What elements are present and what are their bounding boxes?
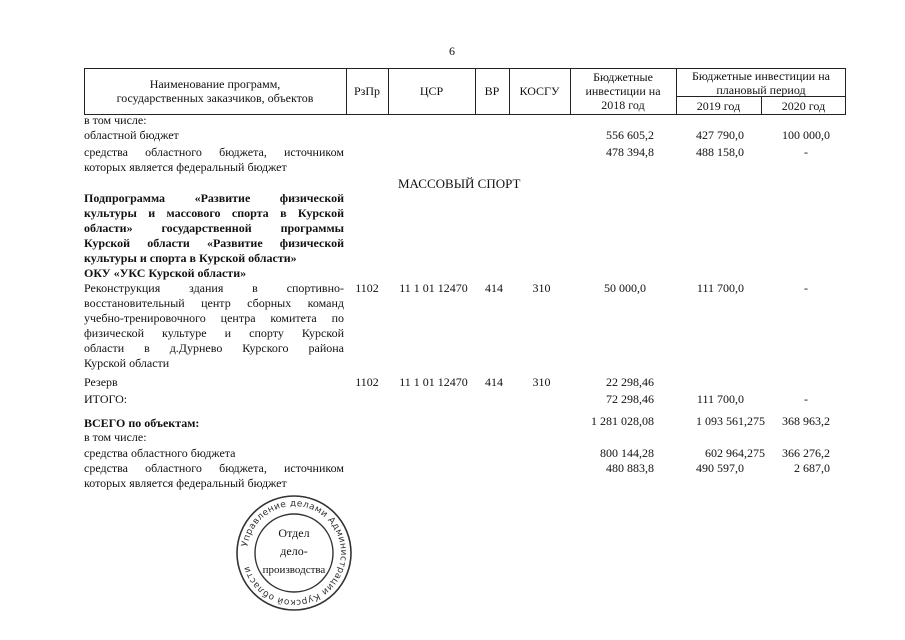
header-planned-period: Бюджетные инвестиции на плановый период xyxy=(692,69,830,97)
header-csr: ЦСР xyxy=(419,84,444,98)
reconstruction-2019: 111 700,0 xyxy=(696,281,744,295)
regional-2020: 100 000,0 xyxy=(782,128,830,142)
stamp-line: Отдел xyxy=(278,526,310,540)
reserve-vr: 414 xyxy=(485,375,503,389)
label-incl: в том числе: xyxy=(84,113,147,127)
total-incl: в том числе: xyxy=(84,430,147,444)
stamp-line: производства xyxy=(262,564,326,576)
object-name-line: Курской области xyxy=(84,356,170,370)
total-federal-2018: 480 883,8 xyxy=(606,461,654,475)
header-name: Наименование программ, государственных заказчиков, объектов xyxy=(116,77,314,105)
subprogram-line: Курской области «Развитие физической xyxy=(84,236,344,250)
total-federal-label-2: которых является федеральный бюджет xyxy=(84,476,287,490)
subprogram-line: культуры и массового спорта в Курской xyxy=(84,206,344,220)
stamp-line: дело- xyxy=(280,544,308,558)
subprogram-line: культуры и спорта в Курской области» xyxy=(84,251,297,265)
row-label-federal-2: которых является федеральный бюджет xyxy=(84,160,287,174)
header-vr: ВР xyxy=(484,84,500,98)
object-name-line: области в д.Дурнево Курского района xyxy=(84,341,344,355)
header-kosgu: КОСГУ xyxy=(519,84,560,98)
reconstruction-2018: 50 000,0 xyxy=(604,281,646,295)
header-2020: 2020 год xyxy=(781,99,826,113)
total-2019: 1 093 561,275 xyxy=(696,414,765,428)
reserve-label: Резерв xyxy=(84,375,118,389)
customer-name: ОКУ «УКС Курской области» xyxy=(84,266,247,280)
total-regional-2020: 366 276,2 xyxy=(782,446,830,460)
federal-2018: 478 394,8 xyxy=(606,145,654,159)
total-2018: 1 281 028,08 xyxy=(591,414,654,428)
total-label: ВСЕГО по объектам: xyxy=(84,416,200,430)
section-title: МАССОВЫЙ СПОРТ xyxy=(398,176,521,191)
reserve-2018: 22 298,46 xyxy=(606,375,654,389)
object-name-line: Реконструкция здания в спортивно- xyxy=(84,281,344,295)
federal-2019: 488 158,0 xyxy=(696,145,744,159)
header-rzpr: РзПр xyxy=(353,84,381,98)
subprogram-line: области» государственной программы xyxy=(84,221,344,235)
federal-2020: - xyxy=(804,145,808,159)
reconstruction-vr: 414 xyxy=(485,281,503,295)
itogo-2018: 72 298,46 xyxy=(606,392,654,406)
header-bottom-border xyxy=(84,114,846,115)
reconstruction-csr: 11 1 01 12470 xyxy=(399,281,468,295)
stamp-seal xyxy=(234,493,354,613)
header-budget-2018: Бюджетные инвестиции на 2018 год xyxy=(585,70,661,112)
total-regional-2019: 602 964,275 xyxy=(705,446,765,460)
itogo-2020: - xyxy=(804,392,808,406)
stamp-ring-text: Управление делами Администрации Курской области xyxy=(240,498,349,608)
office-stamp xyxy=(234,493,354,613)
regional-2018: 556 605,2 xyxy=(606,128,654,142)
reconstruction-kosgu: 310 xyxy=(532,281,551,295)
subprogram-line: Подпрограмма «Развитие физической xyxy=(84,191,344,205)
itogo-2019: 111 700,0 xyxy=(696,392,744,406)
reconstruction-rzpr: 1102 xyxy=(355,281,379,295)
total-federal-2020: 2 687,0 xyxy=(794,461,830,475)
total-2020: 368 963,2 xyxy=(782,414,830,428)
total-federal-label: средства областного бюджета, источником xyxy=(84,461,344,475)
reconstruction-2020: - xyxy=(804,281,808,295)
object-name-line: учебно-тренировочного центра комитета по xyxy=(84,311,344,325)
total-regional-2018: 800 144,28 xyxy=(600,446,654,460)
object-name-line: восстановительный центр сборных команд xyxy=(84,296,344,310)
reserve-csr: 11 1 01 12470 xyxy=(399,375,468,389)
row-label-federal: средства областного бюджета, источником xyxy=(84,145,344,159)
page-number: 6 xyxy=(449,44,455,58)
regional-2019: 427 790,0 xyxy=(696,128,744,142)
reserve-kosgu: 310 xyxy=(532,375,551,389)
reserve-rzpr: 1102 xyxy=(355,375,379,389)
total-regional-label: средства областного бюджета xyxy=(84,446,236,460)
table-header xyxy=(84,68,846,115)
itogo-label: ИТОГО: xyxy=(84,392,128,406)
total-federal-2019: 490 597,0 xyxy=(696,461,744,475)
header-2019: 2019 год xyxy=(696,99,741,113)
object-name-line: физической культуре и спорту Курской xyxy=(84,326,344,340)
row-label-regional: областной бюджет xyxy=(84,128,179,142)
